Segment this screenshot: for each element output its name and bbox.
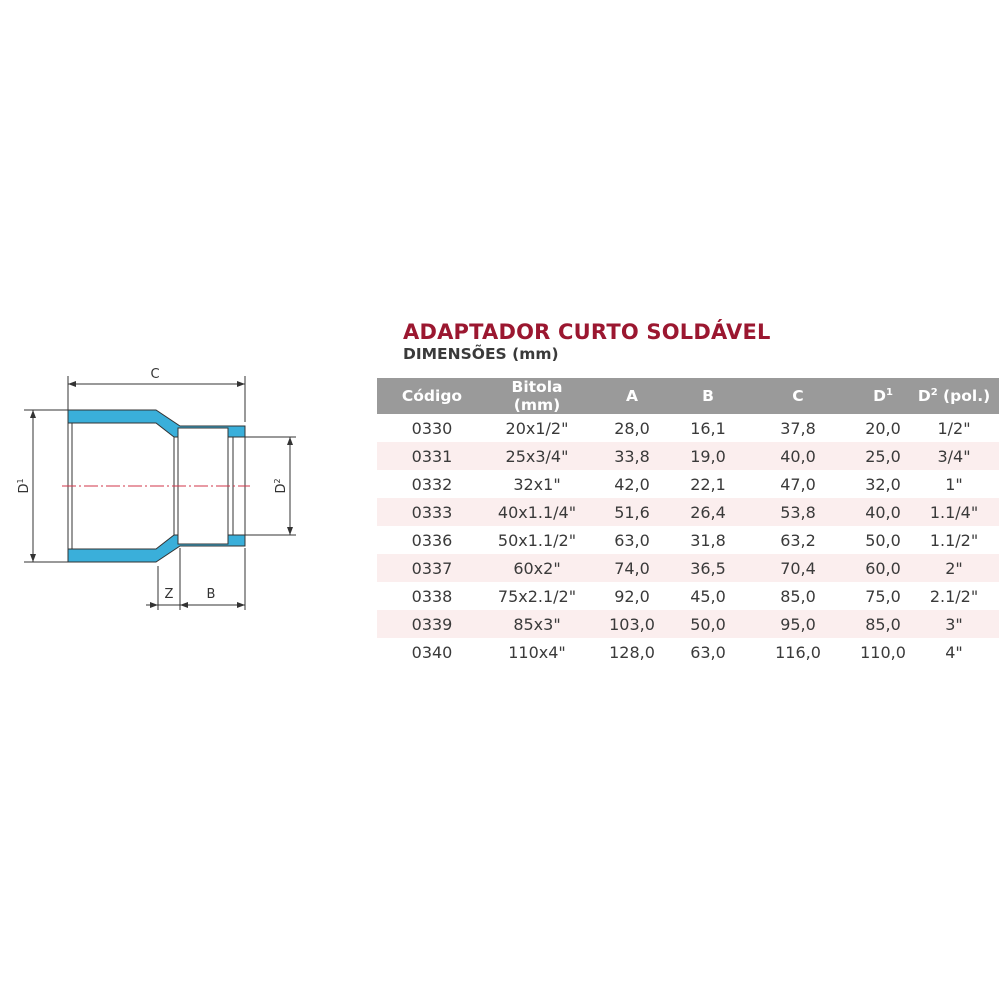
header-codigo: Código xyxy=(377,378,487,414)
cell-c: 95,0 xyxy=(739,610,857,638)
fitting-diagram xyxy=(0,0,380,1000)
cell-b: 22,1 xyxy=(690,474,726,494)
dimensions-table xyxy=(377,378,999,666)
cell-b: 19,0 xyxy=(677,442,739,470)
cell-c: 40,0 xyxy=(739,442,857,470)
cell-b: 16,1 xyxy=(690,418,726,438)
cell-bitola: 50x1.1/2" xyxy=(497,530,577,550)
table-row xyxy=(377,554,999,582)
cell-d1: 20,0 xyxy=(865,418,901,438)
table-row xyxy=(377,498,999,526)
table-header-row xyxy=(377,378,999,414)
cell-c: 70,4 xyxy=(739,554,857,582)
cell-a: 33,8 xyxy=(587,442,677,470)
cell-d1: 85,0 xyxy=(857,610,909,638)
cell-bitola: 32x1" xyxy=(513,474,561,494)
cell-b: 50,0 xyxy=(677,610,739,638)
cell-a: 103,0 xyxy=(587,610,677,638)
cell-bitola: 85x3" xyxy=(487,610,587,638)
cell-d2: 2" xyxy=(909,554,999,582)
cell-b: 63,0 xyxy=(690,642,726,662)
cell-d1: 50,0 xyxy=(865,530,901,550)
table-row xyxy=(377,610,999,638)
cell-d2: 3" xyxy=(909,610,999,638)
svg-text:D2: $D^2$ xyxy=(273,478,289,494)
cell-b: 26,4 xyxy=(677,498,739,526)
cell-b: 45,0 xyxy=(690,586,726,606)
cell-bitola: 20x1/2" xyxy=(505,418,569,438)
cell-a: 74,0 xyxy=(587,554,677,582)
dimensions-subtitle: DIMENSÕES (mm) xyxy=(403,345,559,363)
label-d1 xyxy=(16,478,32,493)
cell-d2: 1.1/2" xyxy=(929,530,979,550)
cell-a: 42,0 xyxy=(614,474,650,494)
table-row xyxy=(377,582,999,610)
table-row xyxy=(377,414,999,442)
cell-bitola: 110x4" xyxy=(508,642,566,662)
cell-a: 92,0 xyxy=(614,586,650,606)
header-b: B xyxy=(677,378,739,414)
table-row xyxy=(377,442,999,470)
cell-bitola: 75x2.1/2" xyxy=(497,586,577,606)
table-row xyxy=(377,526,999,554)
label-d2 xyxy=(273,478,289,493)
label-z: Z xyxy=(164,587,174,602)
cell-d2: 4" xyxy=(945,642,963,662)
cell-codigo: 0336 xyxy=(411,530,453,550)
cell-c: 116,0 xyxy=(775,642,821,662)
header-c: C xyxy=(739,378,857,414)
label-c: C xyxy=(150,367,160,382)
cell-codigo: 0331 xyxy=(377,442,487,470)
cell-d1: 32,0 xyxy=(865,474,901,494)
cell-c: 37,8 xyxy=(780,418,816,438)
cell-a: 63,0 xyxy=(614,530,650,550)
cell-d2: 1.1/4" xyxy=(909,498,999,526)
cell-c: 85,0 xyxy=(780,586,816,606)
cell-bitola: 40x1.1/4" xyxy=(487,498,587,526)
svg-text:D1: $D^1$ xyxy=(16,478,32,494)
cell-d1: 40,0 xyxy=(857,498,909,526)
cell-codigo: 0337 xyxy=(377,554,487,582)
table-row xyxy=(377,638,999,666)
cell-d2: 1" xyxy=(945,474,963,494)
header-d1: $D^1$ xyxy=(857,378,909,414)
cell-c: 53,8 xyxy=(739,498,857,526)
product-title: ADAPTADOR CURTO SOLDÁVEL xyxy=(403,320,771,344)
cell-d1: 75,0 xyxy=(865,586,901,606)
cell-codigo: 0333 xyxy=(377,498,487,526)
lower-wall xyxy=(68,535,245,562)
cell-d2: 3/4" xyxy=(909,442,999,470)
cell-a: 28,0 xyxy=(614,418,650,438)
label-b: B xyxy=(206,587,216,602)
cell-c: 63,2 xyxy=(780,530,816,550)
cell-d1: 25,0 xyxy=(857,442,909,470)
upper-wall xyxy=(68,410,245,437)
cell-codigo: 0339 xyxy=(377,610,487,638)
cell-bitola: 25x3/4" xyxy=(487,442,587,470)
cell-b: 36,5 xyxy=(677,554,739,582)
cell-codigo: 0332 xyxy=(411,474,453,494)
cell-d1: 110,0 xyxy=(860,642,906,662)
cell-codigo: 0340 xyxy=(411,642,453,662)
cell-codigo: 0330 xyxy=(411,418,453,438)
header-d2: $D^2$ (pol.) xyxy=(909,378,999,414)
cell-codigo: 0338 xyxy=(411,586,453,606)
cell-bitola: 60x2" xyxy=(487,554,587,582)
cell-a: 51,6 xyxy=(587,498,677,526)
header-bitola: Bitola (mm) xyxy=(487,378,587,414)
cell-d1: 60,0 xyxy=(857,554,909,582)
cell-d2: 2.1/2" xyxy=(929,586,979,606)
header-a: A xyxy=(587,378,677,414)
cell-d2: 1/2" xyxy=(937,418,971,438)
cell-a: 128,0 xyxy=(609,642,655,662)
cell-c: 47,0 xyxy=(780,474,816,494)
cell-b: 31,8 xyxy=(690,530,726,550)
table-row xyxy=(377,470,999,498)
